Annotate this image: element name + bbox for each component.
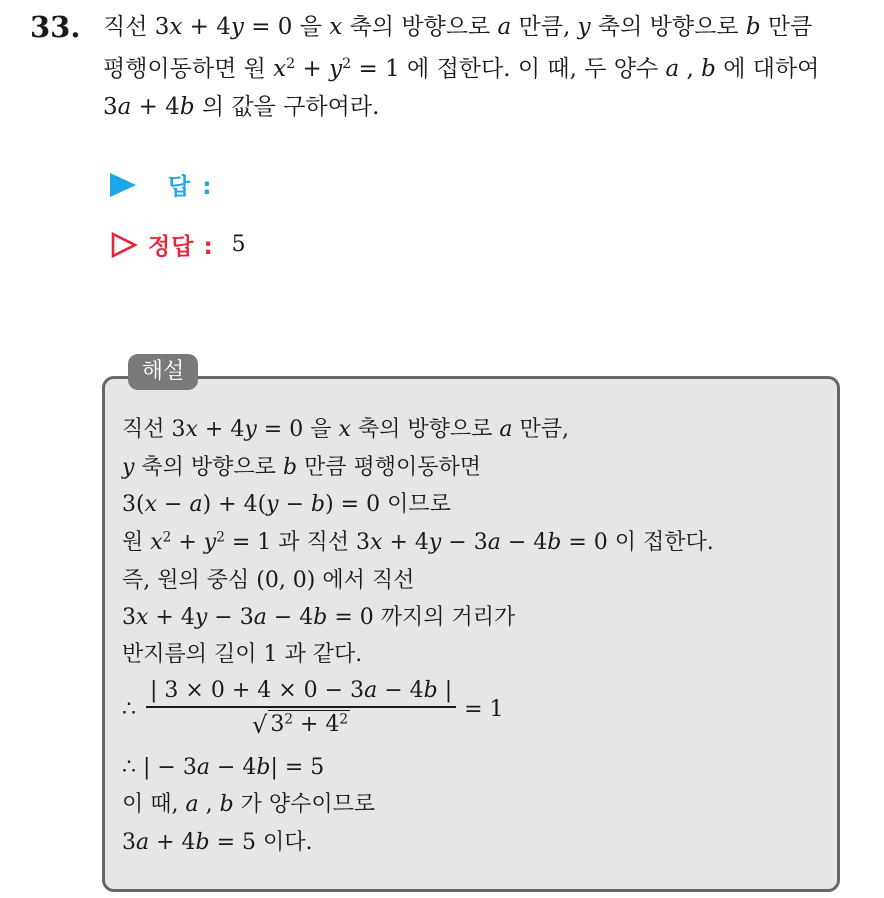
correct-answer-label: 정답 : <box>148 234 214 260</box>
question-line-2: 평행이동하면 원 $x^2 + y^2 = 1$ 에 접한다. 이 때, 두 양수 a , b 에 대하여 <box>103 56 820 82</box>
question-number: 33. <box>30 10 81 44</box>
solution-line-3: 3(x − a) + 4(y − b) = 0 이므로 <box>122 492 451 517</box>
question-line-1: 직선 3x + 4y = 0 을 x 축의 방향으로 a 만큼, y 축의 방향으로 b 만큼 <box>103 14 813 40</box>
distance-formula: ∴ | 3 × 0 + 4 × 0 − 3a − 4b | √ $3^2 + 4^2$ = 1 <box>122 678 504 739</box>
solution-line-1: 직선 3x + 4y = 0 을 x 축의 방향으로 a 만큼, <box>122 417 569 442</box>
solution-line-10: 이 때, a , b 가 양수이므로 <box>122 792 376 817</box>
answer-label: 답 : <box>168 174 214 200</box>
outline-triangle-icon <box>110 231 138 259</box>
correct-answer-value: 5 <box>231 232 246 257</box>
correct-answer-row <box>110 228 246 261</box>
question-line-3: 3a + 4b 의 값을 구하여라. <box>103 94 380 120</box>
solution-line-6: 3x + 4y − 3a − 4b = 0 까지의 거리가 <box>122 605 516 630</box>
solution-line-7: 반지름의 길이 1 과 같다. <box>122 642 363 667</box>
sqrt-icon: √ <box>252 711 268 739</box>
solution-line-11: 3a + 4b = 5 이다. <box>122 830 313 855</box>
fraction <box>146 678 456 740</box>
solution-line-9: ∴ | − 3a − 4b| = 5 <box>122 755 325 780</box>
solution-tab: 해설 <box>128 354 198 390</box>
play-arrow-icon <box>110 173 136 197</box>
solution-line-2: y 축의 방향으로 b 만큼 평행이동하면 <box>122 455 482 480</box>
answer-row <box>110 168 213 201</box>
fraction-numerator: | 3 × 0 + 4 × 0 − 3a − 4b | <box>150 678 453 703</box>
solution-line-5: 즉, 원의 중심 (0, 0) 에서 직선 <box>122 568 415 593</box>
solution-line-4: 원 $x^2 + y^2 = 1$ 과 직선 3x + 4y − 3a − 4b = 0 이 접한다. <box>122 529 714 555</box>
fraction-denominator: √ $3^2 + 4^2$ <box>252 711 349 739</box>
